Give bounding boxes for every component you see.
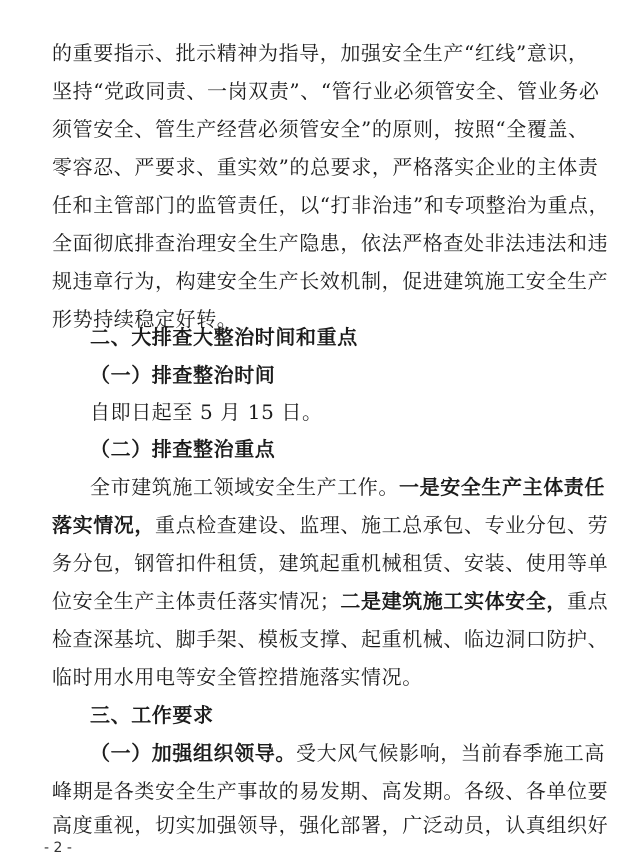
body-line: 临时用水用电等安全管控措施落实情况。 — [52, 665, 423, 689]
body-line: 的重要指示、批示精神为指导，加强安全生产“红线”意识， — [52, 41, 589, 65]
body-line — [90, 472, 605, 502]
body-line: 须管安全、管生产经营必须管安全”的原则，按照“全覆盖、 — [52, 117, 589, 141]
body-line: 坚持“党政同责、一岗双责”、“管行业必须管安全、管业务必 — [52, 79, 600, 103]
body-line: 高度重视，切实加强领导，强化部署，广泛动员，认真组织好 — [52, 813, 609, 837]
body-text: 全市建筑施工领域安全生产工作。 — [90, 475, 399, 499]
subsection-heading: （二）排查整治重点 — [90, 437, 276, 461]
emphasis-text: 落实情况， — [52, 513, 155, 537]
body-line — [52, 510, 609, 540]
body-line: 零容忍、严要求、重实效”的总要求，严格落实企业的主体责 — [52, 155, 599, 179]
body-text: 受大风气候影响，当前春季施工高 — [296, 741, 605, 765]
body-text: 位安全生产主体责任落实情况； — [52, 589, 341, 613]
body-text: 重点检查建设、监理、施工总承包、专业分包、劳 — [155, 513, 609, 537]
emphasis-text: （一）加强组织领导。 — [90, 741, 296, 765]
page-number: - 2 - — [44, 840, 72, 856]
emphasis-text: 一是安全生产主体责任 — [399, 475, 605, 499]
body-line: 自即日起至 5 月 15 日。 — [90, 400, 323, 424]
body-line — [90, 738, 605, 768]
body-line: 形势持续稳定好转。 — [52, 307, 238, 331]
body-line: 务分包，钢管扣件租赁，建筑起重机械租赁、安装、使用等单 — [52, 551, 609, 575]
body-line: 峰期是各类安全生产事故的易发期、高发期。各级、各单位要 — [52, 779, 609, 803]
section-heading: 三、工作要求 — [90, 703, 214, 727]
body-line: 规违章行为，构建安全生产长效机制，促进建筑施工安全生产 — [52, 269, 609, 293]
body-text: 重点 — [567, 589, 609, 613]
section-heading: 二、大排查大整治时间和重点 — [90, 325, 358, 349]
body-line: 全面彻底排查治理安全生产隐患，依法严格查处非法违法和违 — [52, 231, 609, 255]
emphasis-text: 二是建筑施工实体安全， — [340, 589, 568, 613]
subsection-heading: （一）排查整治时间 — [90, 363, 276, 387]
body-line — [52, 586, 609, 616]
body-line: 检查深基坑、脚手架、模板支撑、起重机械、临边洞口防护、 — [52, 627, 609, 651]
body-line: 任和主管部门的监管责任，以“打非治违”和专项整治为重点， — [52, 193, 610, 217]
